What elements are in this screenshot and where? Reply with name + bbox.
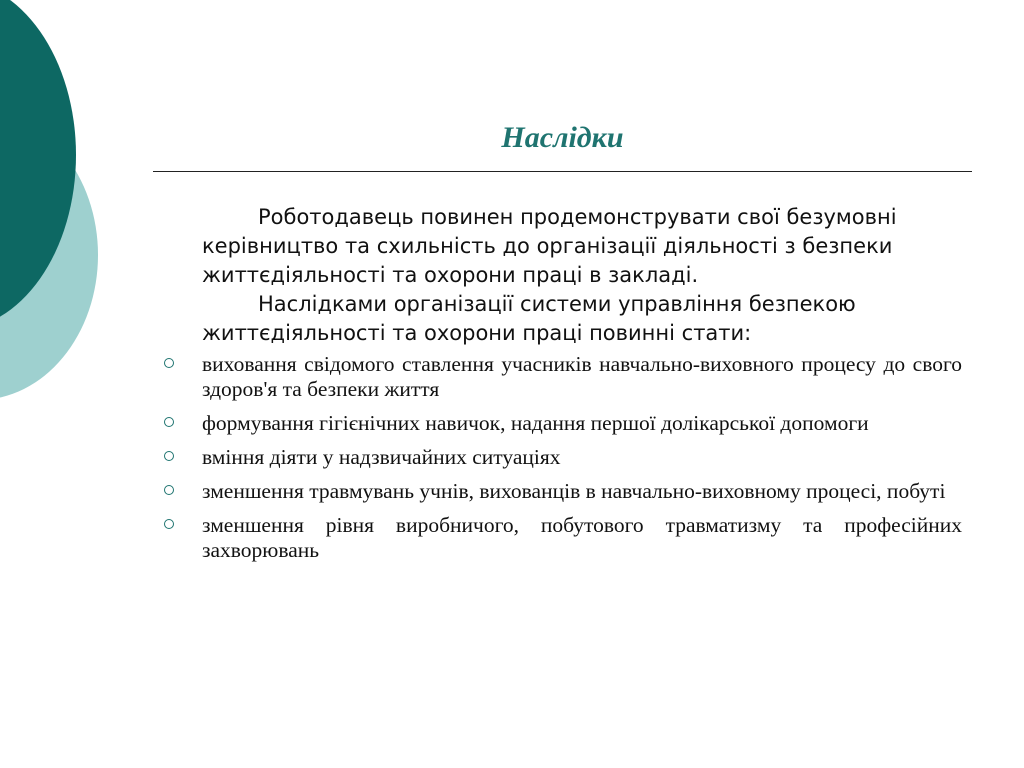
circle-bullet-icon [164,485,174,495]
circle-bullet-icon [164,358,174,368]
list-item-text: зменшення травмувань учнів, вихованців в навчально-виховному процесі, побуті [202,479,946,503]
circle-bullet-icon [164,417,174,427]
list-item [202,411,962,436]
list-item [202,445,962,470]
list-item-text: вміння діяти у надзвичайних ситуаціях [202,445,561,469]
circle-bullet-icon [164,451,174,461]
list-item-text: зменшення рівня виробничого, побутового травматизму та професійних захворювань [202,513,962,562]
list-item [202,352,962,402]
list-item [202,513,962,563]
list-item-text: виховання свідомого ставлення учасників навчально-виховного процесу до свого здоров'я та безпеки життя [202,352,962,401]
slide-body [202,203,962,572]
slide-title: Наслідки [501,121,624,154]
intro-paragraph: Роботодавець повинен продемонструвати свої безумовні керівництво та схильність до організації діяльності з безпеки життєдіяльності та охорони праці в закладі. [202,205,897,287]
list-item [202,479,962,504]
title-divider [153,171,972,172]
circle-bullet-icon [164,519,174,529]
list-item-text: формування гігієнічних навичок, надання першої долікарської допомоги [202,411,869,435]
consequences-paragraph: Наслідками організації системи управління безпекою життєдіяльності та охорони праці повинні стати: [202,292,856,345]
consequences-list [202,352,962,563]
